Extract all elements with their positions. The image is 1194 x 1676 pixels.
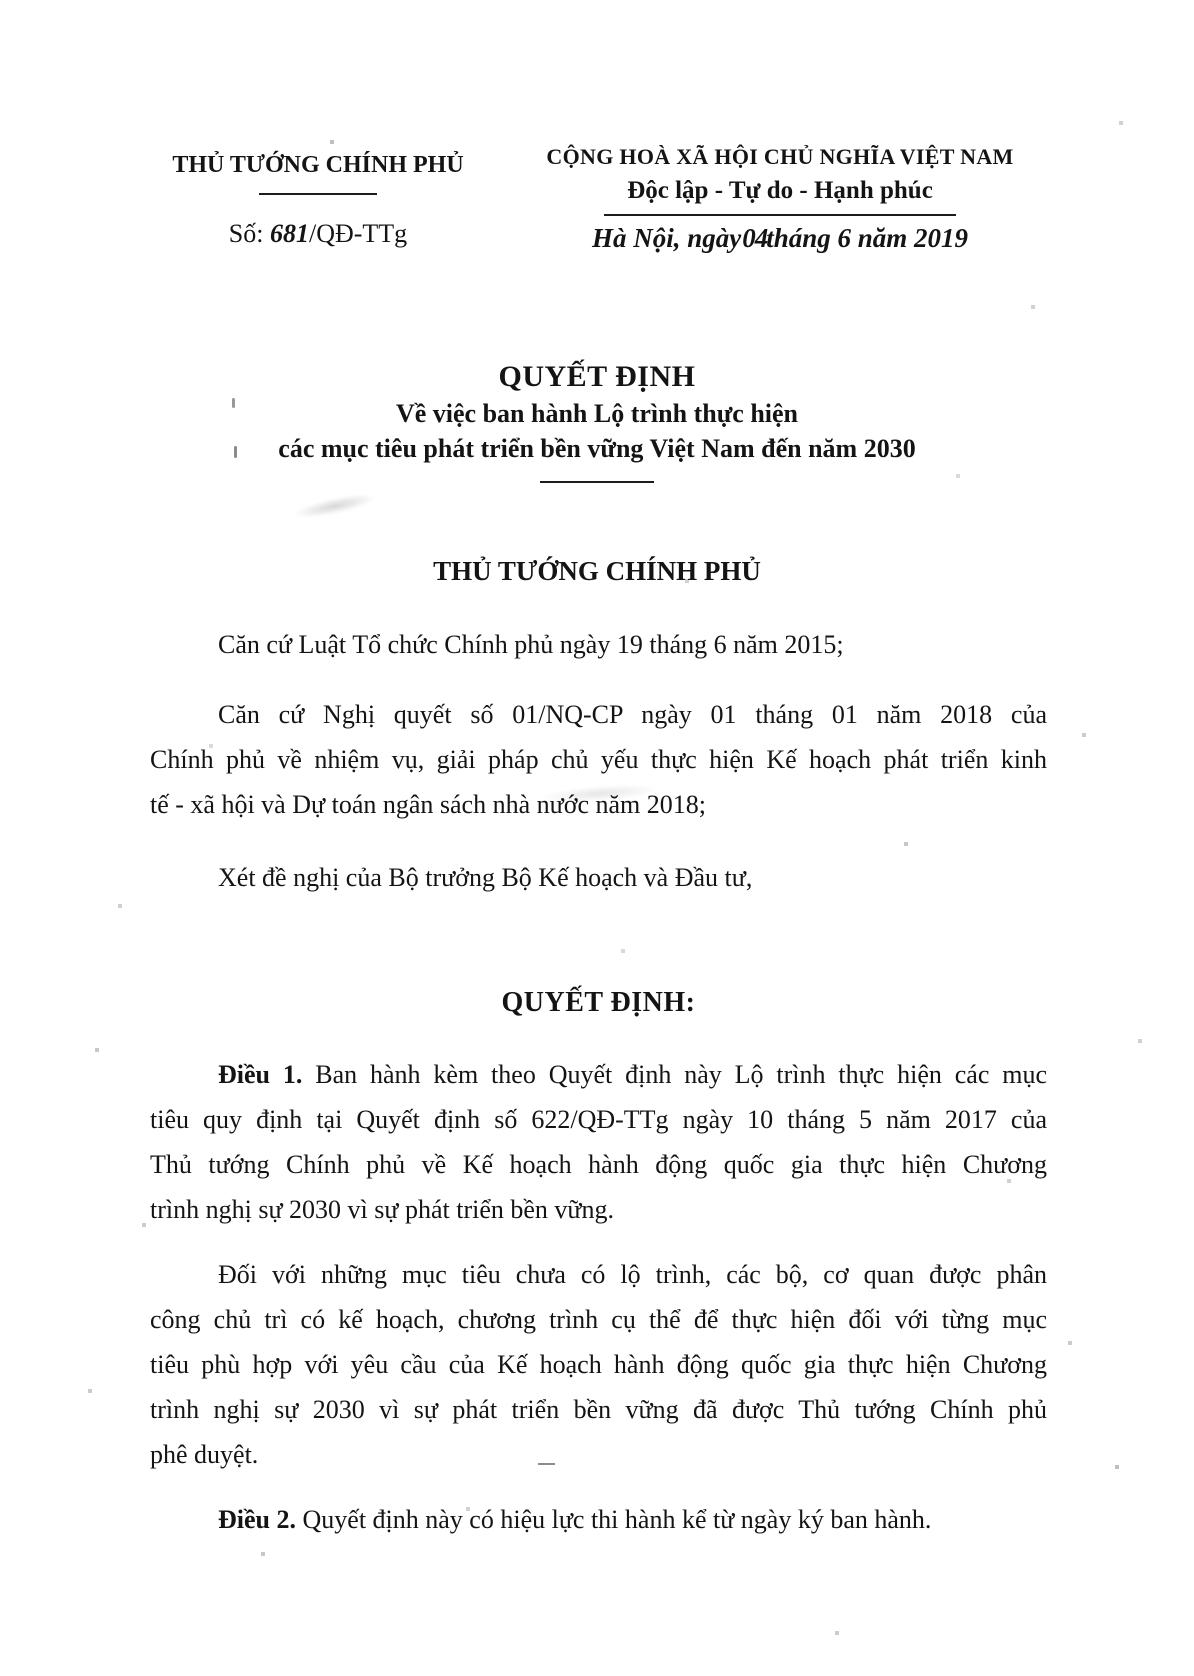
article-2-text: Quyết định này có hiệu lực thi hành kể từ ngày ký ban hành.: [302, 1505, 932, 1534]
national-header-block: [500, 144, 1060, 254]
country-name: CỘNG HOÀ XÃ HỘI CHỦ NGHĨA VIỆT NAM: [546, 144, 1014, 169]
paragraph-line: [150, 1052, 1047, 1097]
issuing-org-name: THỦ TƯỚNG CHÍNH PHỦ: [172, 152, 464, 178]
decides-heading: QUYẾT ĐỊNH:: [501, 987, 696, 1018]
document-number-suffix: /QĐ-TTg: [308, 219, 408, 248]
paragraph-line: phê duyệt.: [150, 1440, 259, 1469]
document-body: [150, 615, 1047, 1542]
paragraph-line: trình nghị sự 2030 vì sự phát triển bền vững.: [150, 1195, 615, 1224]
dateline-day-handwritten: 04: [742, 223, 768, 253]
document-title-block: [97, 360, 1097, 483]
article-2: [150, 1497, 1047, 1542]
paragraph-line: Đối với những mục tiêu chưa có lộ trình, các bộ, cơ quan được phân: [218, 1260, 1047, 1289]
dateline-month-handwritten: 6: [837, 223, 852, 253]
dateline-mid: tháng: [766, 223, 831, 253]
scan-smudge: [291, 489, 378, 523]
paragraph-line: Chính phủ về nhiệm vụ, giải pháp chủ yếu thực hiện Kế hoạch phát triển kinh: [150, 745, 1047, 774]
article-1-paragraph-2: [150, 1252, 1047, 1477]
paragraph-line: Căn cứ Nghị quyết số 01/NQ-CP ngày 01 tháng 01 năm 2018 của: [218, 700, 1047, 729]
preamble-proposal: Xét đề nghị của Bộ trưởng Bộ Kế hoạch và Đầu tư,: [218, 863, 753, 892]
motto-underline: [604, 214, 956, 216]
document-number-handwritten: 681: [269, 219, 309, 248]
paragraph-line: trình nghị sự 2030 vì sự phát triển bền vững đã được Thủ tướng Chính phủ: [150, 1395, 1047, 1424]
paragraph-line: tiêu phù hợp với yêu cầu của Kế hoạch hành động quốc gia thực hiện Chương: [150, 1350, 1047, 1379]
title-underline: [540, 481, 654, 483]
paragraph-line: công chủ trì có kế hoạch, chương trình cụ thể để thực hiện đối với từng mục: [150, 1305, 1047, 1334]
article-1-line-1: Ban hành kèm theo Quyết định này Lộ trình thực hiện các mục: [315, 1060, 1047, 1089]
article-1-label: Điều 1.: [218, 1060, 303, 1089]
article-1: [150, 1052, 1047, 1232]
scan-ink-mark: [232, 398, 235, 408]
title-subject-line-1: Về việc ban hành Lộ trình thực hiện: [395, 399, 799, 428]
document-number: [138, 219, 498, 249]
dateline-prefix: Hà Nội, ngày: [591, 223, 742, 253]
place-dateline: [500, 223, 1060, 254]
org-underline: [259, 193, 377, 195]
national-motto: Độc lập - Tự do - Hạnh phúc: [627, 177, 933, 204]
preamble-basis-2: [150, 692, 1047, 827]
scan-noise-dots: [0, 0, 2, 2]
issuer-heading: THỦ TƯỚNG CHÍNH PHỦ: [433, 556, 761, 586]
paragraph-line: tiêu quy định tại Quyết định số 622/QĐ-TTg ngày 10 tháng 5 năm 2017 của: [150, 1105, 1047, 1134]
scan-dash-mark: [538, 1463, 555, 1465]
paragraph-line: Thủ tướng Chính phủ về Kế hoạch hành động quốc gia thực hiện Chương: [150, 1150, 1047, 1179]
title-subject-line-2: các mục tiêu phát triển bền vững Việt Nam đến năm 2030: [278, 434, 916, 463]
scan-ink-mark: [234, 446, 237, 458]
article-2-label: Điều 2.: [218, 1505, 296, 1534]
paragraph-line: tế - xã hội và Dự toán ngân sách nhà nước năm 2018;: [150, 790, 707, 819]
issuing-org-block: [138, 152, 498, 249]
document-type-title: QUYẾT ĐỊNH: [498, 360, 696, 393]
dateline-suffix: năm 2019: [857, 223, 969, 253]
document-number-label: Số:: [228, 219, 264, 248]
preamble-basis-1: Căn cứ Luật Tổ chức Chính phủ ngày 19 tháng 6 năm 2015;: [218, 630, 844, 659]
